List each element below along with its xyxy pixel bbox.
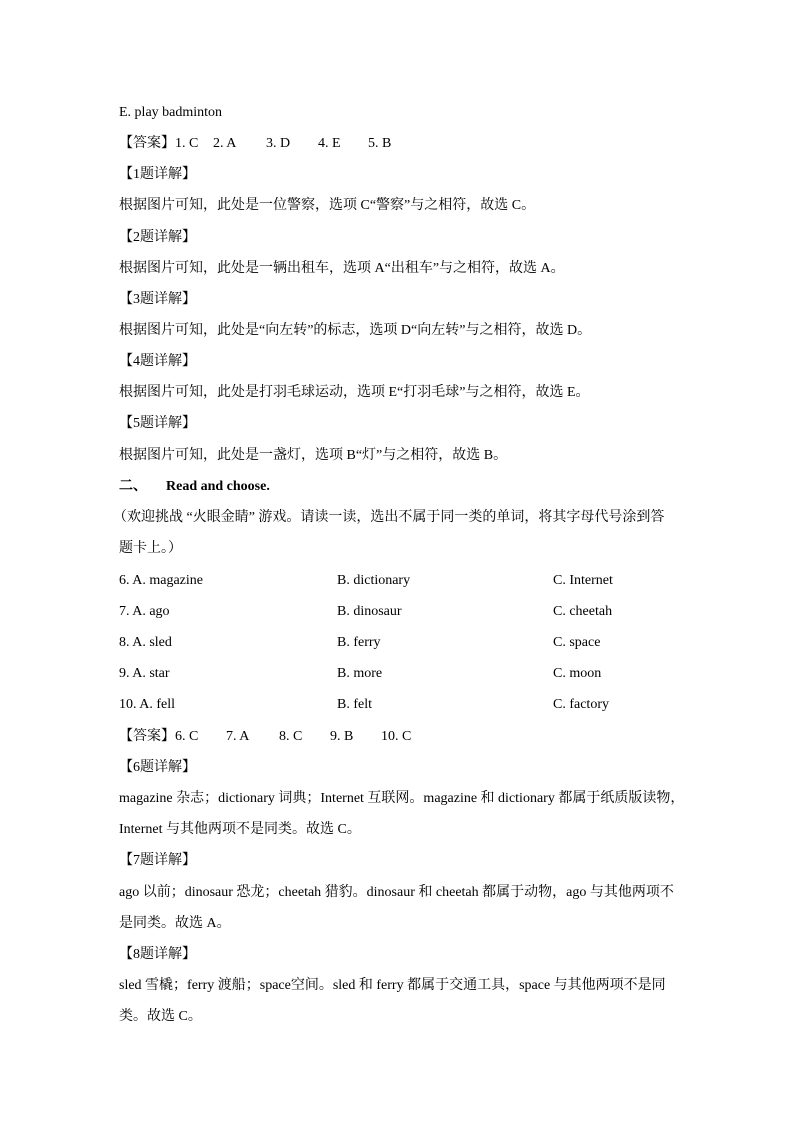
- answer-line-1: [119, 135, 391, 153]
- answer-item: 8. C: [279, 729, 303, 744]
- section-heading: [119, 478, 270, 496]
- explain-heading: 【2题详解】: [119, 230, 196, 245]
- answer-item: 5. B: [368, 136, 392, 151]
- option-a: 8. A. sled: [119, 635, 172, 650]
- section-number: 二、: [119, 479, 147, 494]
- explain-text: 根据图片可知，此处是一盏灯，选项 B“灯”与之相符，故选 B。: [119, 448, 508, 463]
- explain-text: 根据图片可知，此处是一位警察，选项 C“警察”与之相符，故选 C。: [119, 198, 536, 213]
- explain-heading: 【4题详解】: [119, 354, 196, 369]
- instruction-line: （欢迎挑战 “火眼金睛” 游戏。请读一读，选出不属于同一类的单词，将其字母代号涂到答: [113, 510, 665, 525]
- option-a: 6. A. magazine: [119, 573, 203, 588]
- answer-label: 【答案】: [119, 729, 175, 744]
- explain-text: 类。故选 C。: [119, 1009, 202, 1024]
- top-option: E. play badminton: [119, 105, 223, 120]
- option-c: C. cheetah: [553, 604, 613, 619]
- explain-heading: 【3题详解】: [119, 292, 196, 307]
- option-b: B. dinosaur: [337, 604, 402, 619]
- section-title: Read and choose.: [166, 479, 270, 494]
- answer-item: 7. A: [226, 729, 250, 744]
- option-b: B. more: [337, 666, 383, 681]
- answer-line-2: [119, 728, 411, 746]
- answer-item: 2. A: [213, 136, 237, 151]
- answer-item: 6. C: [175, 729, 199, 744]
- option-b: B. dictionary: [337, 573, 411, 588]
- explain-heading: 【8题详解】: [119, 947, 196, 962]
- explain-text: 是同类。故选 A。: [119, 916, 231, 931]
- answer-item: 1. C: [175, 136, 199, 151]
- explain-text: Internet 与其他两项不是同类。故选 C。: [119, 822, 361, 837]
- answer-item: 3. D: [266, 136, 291, 151]
- option-c: C. Internet: [553, 573, 613, 588]
- explain-text: 根据图片可知，此处是打羽毛球运动，选项 E“打羽毛球”与之相符，故选 E。: [119, 385, 590, 400]
- explain-heading: 【5题详解】: [119, 416, 196, 431]
- option-b: B. felt: [337, 697, 372, 712]
- explain-text: magazine 杂志；dictionary 词典；Internet 互联网。magazine 和 dictionary 都属于纸质版读物，: [119, 791, 685, 806]
- explain-text: ago 以前；dinosaur 恐龙；cheetah 猎豹。dinosaur 和 cheetah 都属于动物，ago 与其他两项不: [119, 885, 674, 900]
- option-c: C. space: [553, 635, 601, 650]
- option-a: 9. A. star: [119, 666, 170, 681]
- explain-text: sled 雪橇；ferry 渡船；space空间。sled 和 ferry 都属于交通工具，space 与其他两项不是同: [119, 978, 666, 993]
- option-b: B. ferry: [337, 635, 381, 650]
- explain-heading: 【1题详解】: [119, 167, 196, 182]
- explain-heading: 【7题详解】: [119, 853, 196, 868]
- option-a: 10. A. fell: [119, 697, 175, 712]
- explain-text: 根据图片可知，此处是“向左转”的标志，选项 D“向左转”与之相符，故选 D。: [119, 323, 592, 338]
- option-a: 7. A. ago: [119, 604, 170, 619]
- answer-item: 4. E: [318, 136, 341, 151]
- answer-item: 9. B: [330, 729, 354, 744]
- option-c: C. factory: [553, 697, 609, 712]
- option-c: C. moon: [553, 666, 602, 681]
- explain-heading: 【6题详解】: [119, 760, 196, 775]
- answer-label: 【答案】: [119, 136, 175, 151]
- answer-item: 10. C: [381, 729, 412, 744]
- explain-text: 根据图片可知，此处是一辆出租车，选项 A“出租车”与之相符，故选 A。: [119, 261, 565, 276]
- instruction-line: 题卡上。）: [119, 541, 182, 556]
